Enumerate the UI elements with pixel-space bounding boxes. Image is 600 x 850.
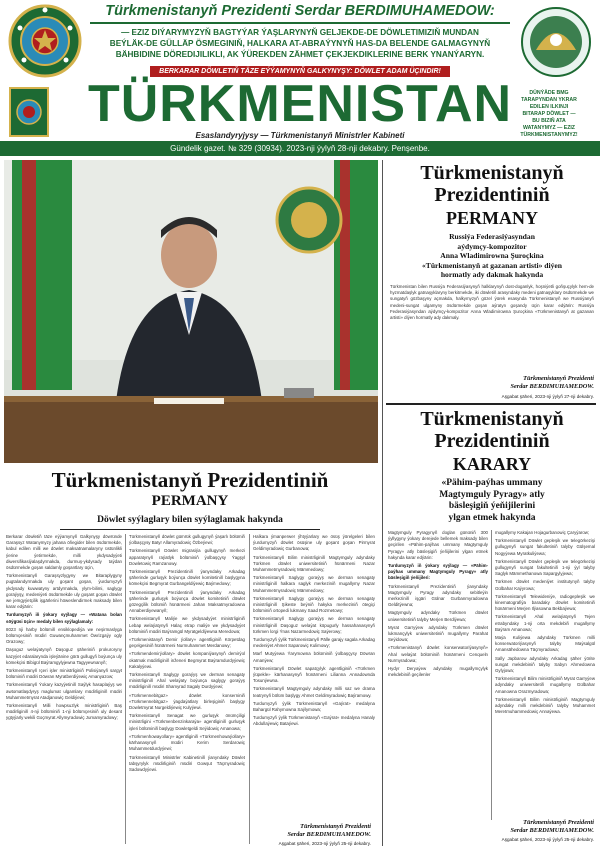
article-column-3 xyxy=(253,534,375,730)
motto-line: WATANYMYZ — EZIZ xyxy=(523,125,575,131)
paragraph: Daşoguz welaýatynyň Daşoguz şäheriniň prokuroryny kazyýet edaralarynda işleýänine görä gullugyň boýunça uly kömekçisi Bibigül Baýramgylyjewna Tagyyewnanyň; xyxy=(6,647,122,665)
paragraph: 8023 nji harby bölümiň ensiklopediýa we neşirmaslyga bölümçesiniň müdiri Guwançmuhammet Öwrizgaýy ogly Orazowy; xyxy=(6,626,122,645)
subhead-line: aýdymçy-kompozitor xyxy=(457,241,527,251)
dateline: Aşgabat şäheri, 2023-nji ýylyň 25-nji dekabry. xyxy=(278,841,371,846)
paragraph: Turdumyzyň iň ýokary syýlagy — «Pähim-paýhas ummany Magtymguly Pyragy» atly bäsleşigiň ýeňijileri: xyxy=(388,563,488,581)
motto-line: BITARAP DÖWLET — xyxy=(522,111,576,117)
column-divider xyxy=(125,534,126,844)
signature-name: Serdar BERDIMUHAMEDOW. xyxy=(510,383,594,390)
jubilee-emblem-icon xyxy=(520,6,592,78)
subhead-line: Russiýa Federasiýasyndan xyxy=(449,232,535,241)
article-subheadline xyxy=(386,232,598,280)
paragraph: Türkmenistanyň Ahal welaýatynyň Tejen etrabyndaky 1-nji orta mekdebiň mugallymy Baýram Amanowa; xyxy=(495,614,595,632)
slogan-divider xyxy=(90,22,510,24)
paragraph: «Türkmendemirýollary» döwlet kompaniýasynyň demirýol okatmak müdirliginiň inženeri Begmyrat Baýramdurdyýewiç Kakalyýewi. xyxy=(129,651,245,669)
paragraph: Türkmenistanyň Bilim ministrliginiň Magtymguly adyndaky Türkmen döwlet uniwersitetiniň hünärmeni Nazar Muhammetmyradowiç Mämmedowy; xyxy=(253,554,375,573)
paragraph: Türkmenistanyň Saglygy goraýyş we derman senagaty ministrliginiň halkara saglyk merkeziniň mugallymy Nazar Muhammetmyradowiç Mämmedowy; xyxy=(253,575,375,593)
paragraph: Berkarar döwletiň täze eýýamynyň Galkynyşy döwründe Garaşsyz Watanymyzy jahana öňegider bilen ösdürmekde, kabul edilen milli we döwlet maksatnamalaryny üstünlikli ýerine ýetirmekde, milli ykdysadyýeti diwersifikasiýalaşdyrmakda, durmuş-ykdysady taýdan ösdürmekde goşan saldamly goşantlary üçin, xyxy=(6,534,122,571)
paragraph: Türkmenistanyň Saglygy goraýyş we derman senagaty ministrliginiň Daşoguz welaýat köpugurly hassahanasynyň türkmen lorgi Ýnas Nazarmedowiç Saýerowy; xyxy=(253,616,375,634)
left-article xyxy=(0,466,380,850)
paragraph: Türkmenistanyň Içeri işler ministrliginiň Polisiýanyň sargyt bölüminiň müdiri Döwran Myratberdiýewiç Amanyazow; xyxy=(6,668,122,680)
photo-illustration xyxy=(4,160,378,463)
paragraph: Türkmenistanyň Ýokary kazyýetiniň Saýlyk hasaplaýyş we awtomatlaşdyryş maglumat ulgamlary müdirliginiň müdiri Muhammetmyrat Atadjanowiç Geldiýewi; xyxy=(6,682,122,700)
article-subheadline xyxy=(386,478,598,524)
newspaper-title: TÜRKMENISTAN xyxy=(87,75,513,133)
paragraph: Marf Mutyýewa Ýarymowna bölüminiň ýolbaşçysy Döwran Amanýew; xyxy=(253,651,375,663)
paragraph: Myrat Garryýew adyndaky Türkmen döwlet lukmançylyk uniwersitetiniň mugallymy Parahat Seýidowa; xyxy=(388,624,488,643)
column-divider xyxy=(491,530,492,820)
dateline: Aşgabat şäheri, 2023-nji ýylyň 25-nji dekabry. xyxy=(501,837,594,842)
quote-line: — EZIZ DIÝARYMYZYŇ BAGTYÝAR ÝAŞLARYNYŇ GELJEKDE-DE DÖWLETIMIZIŇ MUNDAN xyxy=(121,28,479,37)
paragraph: Türkmenistanyň Döwlet gepleşik we telegörkezişi gullugynyň sungat fakultetiniň 1-nji ýyl talyby Saglyk Mämmethanowa Sapargylyjewa; xyxy=(495,558,595,577)
masthead-area xyxy=(0,0,600,160)
motto-line: TÜRKMENISTANYMYZ! xyxy=(520,132,578,138)
subhead-line: «Türkmenistanyň at gazanan artisti» diýen xyxy=(421,260,563,270)
paragraph: Türkmenistanyň Maliýe we ykdysadyýet ministrliginiň Lebap welaýatynyň Halaç etrap maliýe we ykdysadyýet bölüminiň müdiri Baýramgül Myratgeldiýewna Meredowa; xyxy=(129,616,245,634)
presidential-standard-icon xyxy=(8,86,50,138)
neutrality-motto xyxy=(503,90,595,139)
paragraph: mugallymy Kakajan Hojagurbanowiç Çaryýarow; xyxy=(495,530,590,535)
motto-line: DÜNÝÄDE BMG xyxy=(529,90,569,96)
newspaper-founder-line: Esaslandyryjysy — Türkmenistanyň Ministrler Kabineti xyxy=(195,131,405,140)
quote-line: BÄHBIDINE DÖREDIJILIKLI, AK ÝÜREKDEN ZÄHMET ÇEKJEKDIKLERINE BERK YNANÝARYN. xyxy=(115,50,485,59)
paragraph: Türkmen döwlet medeniýet institutynyň talyby Gülbahar Kaýyrowa; xyxy=(495,579,595,591)
paragraph: «Türkmennebitgaz» döwlet konserniniň «Türkmennebitgaz» ýagdaýatlary birleşiginiň başlygy Dowletmyrat Nurgeldiýewiç Kulyýewi. xyxy=(129,692,245,711)
article-column-2 xyxy=(495,530,595,717)
paragraph: Türkmenistanyň Prezidentiniň ýanyndaky Arkadag şäherinde gurluşyk boýunça döwlet komitetiniň döwlet gözegçilik bölümiň hünärmeni Jahan Maksatmyradowna Annaberdiyewanyň; xyxy=(129,589,245,614)
issue-info-bar: Gündelik gazet. № 329 (30934). 2023-nji ýylyň 28-nji dekabry. Penşenbe. xyxy=(0,141,600,156)
paragraph: Türkmenistanyň Garaşsyzlygyny we Bitaraplygyny pugtalandyrmakda uly goşant goşan, ýurdumyzyň ykdysady kuwwatyny artdyrmakda, ylym-bilimi, saglygy goraýyşy, medeniýeti ösdürmekde uly goşant goşan döwlet we jemgyýetçilik işgärlerini höweslendirmek maksady bilen karar edýärin: xyxy=(6,573,122,610)
presidential-quote-attribution: Türkmenistanyň Prezidenti Serdar BERDIMUHAMEDOW: xyxy=(105,3,495,19)
paragraph: Sally Japbarow adyndaky Arkadag şäher ýörite sungat mekdebiniň talyby Sabyn Ahmedowna Gylyjowa; xyxy=(495,655,595,674)
paragraph: Halkara ýmanperwer ýhtyýarlary we ösüş ýörelgeleri bilen ýurdumyzyň döwlet ösüşine uly goşant goşan Pirmyrat Geldimyradowiç Gurbanowa; xyxy=(253,534,375,552)
paragraph: «Türkmenhowayollary» agentliginiň «Türkmenhowaýollary» kärhanasynyň müdiri Kerim Serdarowiç Muhammetdurdyýewi; xyxy=(129,733,245,752)
article-column-2 xyxy=(129,534,245,775)
article-headline-keyword: KARARY xyxy=(452,454,532,474)
dateline: Aşgabat şäheri, 2023-nji ýylyň 27-nji dekabry. xyxy=(501,394,594,399)
presidential-quote xyxy=(90,27,510,60)
president-photo xyxy=(4,160,378,463)
paragraph: Turdumyzyň ýylik Türkmenistanyň «Gaýrat» medalyna Hanaly Abdullaýewiç Bataýewi. xyxy=(253,715,375,727)
article-headline: Türkmenistanyň xyxy=(420,408,564,430)
paragraph: Türkmenistanyň Ministrler Kabinetiniň ýanyndaky Döwlet tabşyrylyk müdirliginiň müdiri Gowşut Täçmyradowiç Sadowdyýewi. xyxy=(129,754,245,772)
paragraph: Türkmenistanyň Döwlet migrasiýa gullugynyň merkezi apparatynyň raýatlyk bölüminiň ýolbaşçysy Ýagşyl Dowletowiç Ramzanowy. xyxy=(129,548,245,566)
paragraph: Türkmenistanyň Milli howpsuzlyk ministrliginiň Baş müdirliginiň 4-nji bölüminiň 1-nji bölümçesiniň uly desant ygtyýarly wekili Goçmyrat Allymyradowiç Jumamyradowy; xyxy=(6,703,122,721)
subhead-line: «Pähim-paýhas ummany xyxy=(441,478,543,488)
paragraph: «Türkmenistanyň döwlet konserwatoriýasynyň» Ahal welaýat bölüminiň hünärmeni Cenqueln Nurmyradowa; xyxy=(388,645,488,663)
section-divider xyxy=(386,403,596,405)
state-emblem-icon xyxy=(8,4,82,78)
paragraph: Turdumyzyň ýylik Türkmenistanyň Pälle garajy sagala Arkadag medeniýet Ahmet Saparowiç Kulimowy; xyxy=(253,637,375,649)
signature-title: Türkmenistanyň Prezidenti xyxy=(523,819,594,826)
column-divider xyxy=(249,534,250,844)
article-body: Türkmenistan bilen Russiýa Federasiýasynyň halklarynyň dost-doganlyk, hoşniýetli goňşuçylyk hem-de hyzmatdaşlyk gatnaşyklaryny berkitmekde, iki döwletiň arasyndaky medeni gatnaşyklary ösdürmekde we sungatyň gözbaşyny açmakda, halkymyzyň gözel ýürek esasynda Türkmenistanyň we Russiýanyň medeni-sungat ulgamyny ösdürmekde goşan aýratyn goşandy üçin karar edýärin: Russiýa Federasiýasyndan aýdymçy-kompozitor Anna Wladimirowna Şuroçkina «Türkmenistanyň at gazanan artisti» diýen hormatly ady dakmaly. xyxy=(390,284,594,321)
paragraph: Turdumyzyň iň ýokary syýlagy — «Watana bolan söýgüsi üçin» medaly bilen syýlaglamaly: xyxy=(6,612,122,624)
article-subheadline: Döwlet syýlaglary bilen syýlaglamak hakynda xyxy=(97,515,283,525)
paragraph: Magtymguly Pyragynyň doglan gününiň 300 ýyllygyny ýokary derejede bellemek maksady bilen geçirilen «Pähim-paýhas ummany Magtymguly Pyragy» atly bäsleşigiň ýeňijilerini ylgan etmek hakynda karar edýärin: xyxy=(388,530,488,560)
signature-title: Türkmenistanyň Prezidenti xyxy=(300,823,371,830)
paragraph: Türkmenistanyň Bilim ministrliginiň Myrat Garryýew adyndaky uniwersitetiň mugallymy Gülbahar Amanowna Orazmyradowa; xyxy=(495,676,595,694)
paragraph: Türkmenistanyň Döwlet sapatçylyk agentliginiň «Türkmen ýüpekle» kärhanasynyň hünärmeni Lilianna Annadownda Tosunýewna. xyxy=(253,665,375,684)
page-column-divider xyxy=(382,160,383,846)
article-headline: Türkmenistanyň Prezidentiniň xyxy=(51,468,329,492)
paragraph: Türkmenistanyň Prezidentiniň ýanyndaky Magtymguly Pyragy adyndaky sebitleýin merkeziniň işgäri Gülnar Gurbanmyradowna Gelditýewna; xyxy=(388,583,488,608)
article-column-1 xyxy=(388,530,488,680)
paragraph: «Türkmenistanyň Demir ýollary» agentliginiň Körpetdag geçelgesiniň hünärmeni Nurmuhammet Merdanowy; xyxy=(129,637,245,649)
signature-name: Serdar BERDIMUHAMEDOW. xyxy=(287,831,371,838)
subhead-line: Anna Wladimirowna Şuroçkina xyxy=(440,251,544,261)
article-headline: Türkmenistanyň xyxy=(420,162,564,184)
paragraph: Türkmenistanyň Senagat we gurluşyk önümçiligi ministrligini «Türkmenbenzinkaraýa» agentliginiň gurluşyk işleri bölüminiň başlygy Dowletgeldi Seýidowiç Amanowa; xyxy=(129,713,245,731)
paragraph: Turdumyzyň ýylik Türkmenistanyň «Gaýrat» medalyna Bahargül Rahymowna Saýlymowa; xyxy=(253,700,375,713)
article-column-1 xyxy=(6,534,122,724)
paragraph: Türkmenistanyň Döwlet gepleşik we telegörkezişi gullugynyň sungat fakultetiniň talyby Gülşemal Nogyýewa Myratkuliýewa; xyxy=(495,538,595,556)
motto-line: TARAPYNDAN YKRAR xyxy=(521,97,577,103)
paragraph: Türkmenistanyň Telewideniýe, radiogepleşik we kinematografiýa baradaky döwlet komitetiniň hünärmeni Merjen Ilýasowna Bekbaýewa; xyxy=(495,593,595,612)
subhead-line: bäsleşigiň ýeňijilerini xyxy=(448,501,536,511)
motto-line: EDILEN ILKINJI xyxy=(529,104,569,110)
right-top-article xyxy=(386,160,598,405)
paragraph: Maýa Kuliýewa adyndaky Türkmen milli konserwatoriýasynyň talyby Maýsalgül Amansähedowna Täçmyradowa; xyxy=(495,635,595,653)
paragraph: Magtymguly adyndaky Türkmen döwlet uniwersitetiniň talyby Merjen Berdiýewa; xyxy=(388,610,488,622)
headline-divider xyxy=(60,529,320,530)
subhead-line: Magtymguly Pyragy» atly xyxy=(439,489,545,500)
signature-title: Türkmenistanyň Prezidenti xyxy=(523,375,594,382)
paragraph: Türkmenistanyň Magtymguly adyndaky milli saz we drama teatrynyň bölüm başlygy Ahmet Geldimyradowiç Baýramowy. xyxy=(253,686,375,698)
motto-line: BU BIZIŇ ATA xyxy=(532,118,566,124)
article-headline-keyword: PERMANY xyxy=(151,493,229,509)
paragraph: Türkmenistanyň Saglygy goraýyş we derman senagaty ministrliginiň Ahal welaýaty boýunça saglygy goraýyş müdirliginiň müdiri Shamyrad Sagaly Durdyýewi; xyxy=(129,672,245,690)
paragraph: Türkmenistanyň Saglygy goraýyş we derman senagaty ministrliginiň Şikeste beýniň hakyka merkeziniň ötegiçi bölüminiň ortopedi lukmany Saad Rozmetowy; xyxy=(253,595,375,614)
signature-name: Serdar BERDIMUHAMEDOW. xyxy=(510,827,594,834)
paragraph: Türkmenistanyň Bilim ministrliginiň Magtymguly adyndaky milli mekdebiniň talyby Muhammet Meretmuhammedowiç Annaýewa. xyxy=(495,696,595,715)
paragraph: Türkmenistanyň döwlet gümrük gullugynyň ýaşarlı bölümiň ýolbaşçysy Batyr Allamyradowiç Özbeýewi; xyxy=(129,534,245,546)
motto-banner: BERKARAR DÖWLETIŇ TÄZE EÝÝAMYNYŇ GALKYNYŞY: DÖWLET ADAM ÜÇINDIR! xyxy=(150,66,450,77)
paragraph: Hydyr Deryaýew adyndaky mugallymçylyk mekdebiniň geçilenler xyxy=(388,666,488,678)
paragraph: Türkmenistanyň Prezidentiniň ýanyndaky Arkadag şäherinde gurluşyk boýunça döwlet komitetiniň başlygyna kömekçisi Begmyrat Gurbangeldiýewiç Baýmedowy; xyxy=(129,569,245,587)
quote-line: BEÝLÄK-DE GÜLLÄP ÖSMEGINIŇ, HALKARA AT-ABRAÝYNYŇ HAS-DA BELENDE GALMAGYNYŇ xyxy=(109,39,491,48)
article-headline: Prezidentiniň xyxy=(434,430,550,452)
article-headline-keyword: PERMANY xyxy=(446,208,538,228)
subhead-line: ylgan etmek hakynda xyxy=(448,512,536,523)
article-headline: Prezidentiniň xyxy=(434,184,550,206)
subhead-line: hormatly ady dakmak hakynda xyxy=(440,270,544,280)
right-bottom-article xyxy=(386,406,598,846)
